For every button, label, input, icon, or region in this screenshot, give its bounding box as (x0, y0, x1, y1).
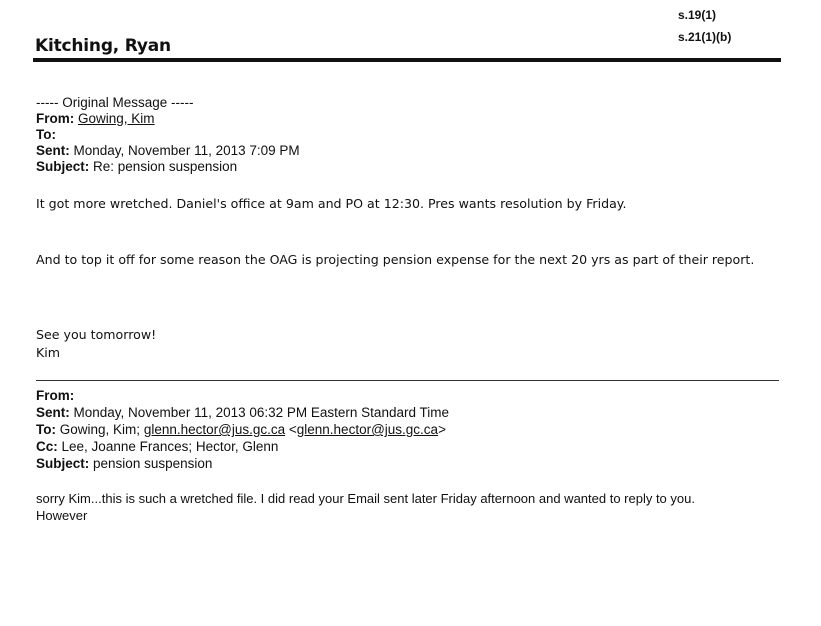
subject-label: Subject: (36, 456, 90, 471)
reply-sent-line (36, 405, 449, 421)
to-email-close-bracket: > (438, 422, 446, 437)
reply-subject-line (36, 456, 212, 472)
header-rule (33, 58, 781, 62)
reply-cc-line (36, 439, 278, 455)
exemption-code: s.21(1)(b) (678, 30, 732, 44)
to-recipient-name: Gowing, Kim; (59, 422, 141, 437)
sent-value: Monday, November 11, 2013 7:09 PM (73, 143, 300, 158)
to-label: To: (36, 127, 56, 142)
sent-value: Monday, November 11, 2013 06:32 PM Eastern Standard Time (73, 405, 449, 420)
subject-value: Re: pension suspension (93, 159, 238, 174)
reply-to-line (36, 422, 446, 438)
subject-value: pension suspension (93, 456, 213, 471)
message-paragraph: And to top it off for some reason the OAG is projecting pension expense for the next 20 yrs as part of their report. (36, 252, 755, 267)
message-paragraph: It got more wretched. Daniel's office at 9am and PO at 12:30. Pres wants resolution by Friday. (36, 196, 627, 211)
cc-label: Cc: (36, 439, 58, 454)
subject-label: Subject: (36, 159, 90, 174)
original-message-separator: ----- Original Message ----- (36, 95, 194, 110)
message-closing: See you tomorrow! (36, 327, 157, 342)
message-divider (36, 380, 779, 381)
from-sender-link[interactable]: Gowing, Kim (78, 111, 155, 126)
to-email-bracketed-link[interactable]: glenn.hector@jus.gc.ca (296, 422, 439, 437)
to-email-open-bracket: < (288, 422, 297, 437)
from-label: From: (36, 388, 75, 403)
cc-value: Lee, Joanne Frances; Hector, Glenn (61, 439, 279, 454)
exemption-code: s.19(1) (678, 8, 717, 22)
original-subject-line (36, 159, 237, 175)
original-to-line (36, 127, 56, 143)
exemption-codes (678, 4, 731, 48)
from-label: From: (36, 111, 75, 126)
reply-from-line (36, 388, 74, 404)
original-sent-line (36, 143, 300, 159)
reply-message-body: sorry Kim...this is such a wretched file. I did read your Email sent later Friday afternoon and wanted to reply to you. However (36, 491, 695, 523)
sent-label: Sent: (36, 143, 70, 158)
to-email-link[interactable]: glenn.hector@jus.gc.ca (143, 422, 286, 437)
to-label: To: (36, 422, 56, 437)
document-owner-name: Kitching, Ryan (35, 36, 171, 56)
message-signature: Kim (36, 345, 61, 360)
original-from-line (36, 111, 155, 127)
sent-label: Sent: (36, 405, 70, 420)
